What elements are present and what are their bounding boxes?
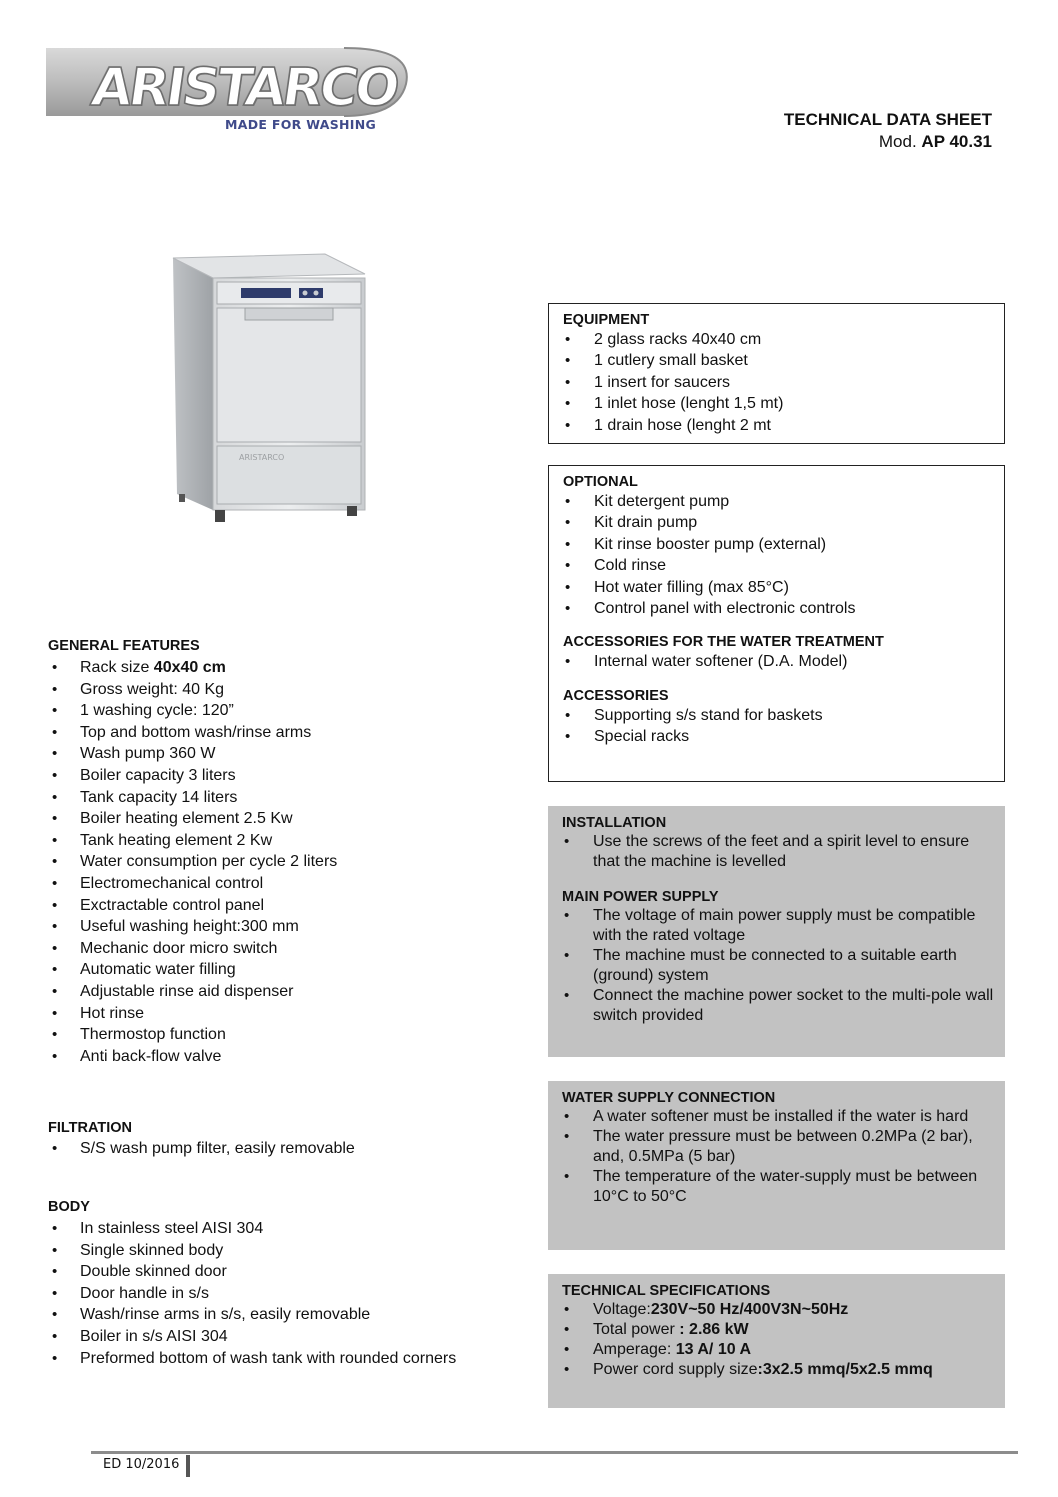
list-item: • Boiler heating element 2.5 Kw [48, 808, 488, 830]
total-power-value: : 2.86 kW [679, 1321, 749, 1338]
list-item: • Single skinned body [48, 1240, 488, 1262]
list-item: • Gross weight: 40 Kg [48, 679, 488, 701]
list-item: • In stainless steel AISI 304 [48, 1218, 488, 1240]
power-supply-title: MAIN POWER SUPPLY [562, 889, 719, 905]
logo-wordmark: ARISTARCO [87, 58, 401, 118]
accessories-list [563, 705, 994, 748]
tech-specs-box [548, 1274, 1005, 1408]
list-item: • The voltage of main power supply must be compatible with the rated voltage [562, 906, 994, 946]
water-treatment-list [563, 651, 994, 672]
list-item: • Hot water filling (max 85°C) [563, 577, 994, 598]
power-cord-label: Power cord supply size [593, 1361, 758, 1378]
list-item: • 1 cutlery small basket [563, 350, 994, 371]
installation-list [562, 832, 994, 872]
list-item [562, 1360, 994, 1380]
product-image [165, 248, 375, 530]
list-item: • Tank capacity 14 liters [48, 787, 488, 809]
footer-bar [186, 1455, 190, 1477]
list-item: • Hot rinse [48, 1003, 488, 1025]
footer-rule [91, 1451, 1018, 1454]
tech-specs-list [562, 1300, 994, 1380]
list-item: • Useful washing height:300 mm [48, 916, 488, 938]
water-supply-title: WATER SUPPLY CONNECTION [562, 1090, 776, 1106]
list-item: • 1 insert for saucers [563, 372, 994, 393]
list-item: • Connect the machine power socket to the multi-pole wall switch provided [562, 986, 994, 1026]
list-item: • Internal water softener (D.A. Model) [563, 651, 994, 672]
body-title: BODY [48, 1199, 90, 1215]
list-item: • Kit rinse booster pump (external) [563, 534, 994, 555]
list-item: • Anti back-flow valve [48, 1046, 488, 1068]
list-item: • Electromechanical control [48, 873, 488, 895]
list-item [48, 657, 488, 679]
list-item: • Adjustable rinse aid dispenser [48, 981, 488, 1003]
list-item: • Wash/rinse arms in s/s, easily removable [48, 1304, 488, 1326]
list-item: • Mechanic door micro switch [48, 938, 488, 960]
optional-title: OPTIONAL [563, 474, 638, 490]
list-item: • Thermostop function [48, 1024, 488, 1046]
water-supply-box [548, 1081, 1005, 1250]
list-item: • Top and bottom wash/rinse arms [48, 722, 488, 744]
list-item [562, 1340, 994, 1360]
list-item: • Kit detergent pump [563, 491, 994, 512]
total-power-label: Total power [593, 1321, 680, 1338]
list-item: • The water pressure must be between 0.2MPa (2 bar), and, 0.5MPa (5 bar) [562, 1127, 994, 1167]
equipment-list [563, 329, 994, 436]
optional-list [563, 491, 994, 619]
model-code: AP 40.31 [921, 132, 992, 151]
installation-box [548, 806, 1005, 1057]
logo-tagline: MADE FOR WASHING [225, 117, 377, 132]
list-item: • Control panel with electronic controls [563, 598, 994, 619]
general-features-title: GENERAL FEATURES [48, 638, 200, 654]
list-item: • Door handle in s/s [48, 1283, 488, 1305]
voltage-label: Voltage: [593, 1301, 651, 1318]
panel-brand: ARISTARCO [239, 453, 285, 462]
list-item: • 1 washing cycle: 120” [48, 700, 488, 722]
list-item: • Supporting s/s stand for baskets [563, 705, 994, 726]
accessories-title: ACCESSORIES [563, 687, 669, 704]
brand-logo [44, 44, 414, 140]
list-item: • 2 glass racks 40x40 cm [563, 329, 994, 350]
filtration-list [48, 1138, 488, 1160]
list-item: • 1 drain hose (lenght 2 mt [563, 415, 994, 436]
optional-box [548, 465, 1005, 782]
list-item: • Boiler capacity 3 liters [48, 765, 488, 787]
list-item: • Cold rinse [563, 555, 994, 576]
model-line [879, 132, 992, 152]
list-item: • The machine must be connected to a suitable earth (ground) system [562, 946, 994, 986]
list-item [562, 1300, 994, 1320]
water-supply-list [562, 1107, 994, 1207]
rack-size-value: 40x40 cm [153, 659, 226, 676]
list-item: • Wash pump 360 W [48, 743, 488, 765]
dishwasher-icon [165, 248, 375, 530]
power-cord-value: :3x2.5 mmq/5x2.5 mmq [757, 1361, 933, 1378]
list-item [562, 1320, 994, 1340]
list-item: • The temperature of the water-supply must be between 10°C to 50°C [562, 1167, 994, 1207]
body-section [48, 1199, 488, 1369]
equipment-title: EQUIPMENT [563, 312, 650, 328]
power-supply-list [562, 906, 994, 1026]
filtration-section [48, 1120, 488, 1160]
rack-size-label: Rack size [80, 659, 154, 676]
model-prefix: Mod. [878, 132, 917, 151]
list-item: • A water softener must be installed if the water is hard [562, 1107, 994, 1127]
general-features-list [48, 657, 488, 1067]
list-item: • Preformed bottom of wash tank with rounded corners [48, 1348, 488, 1370]
list-item: • 1 inlet hose (lenght 1,5 mt) [563, 393, 994, 414]
voltage-value: 230V~50 Hz/400V3N~50Hz [650, 1301, 849, 1318]
list-item: • Double skinned door [48, 1261, 488, 1283]
amperage-label: Amperage: [593, 1341, 676, 1358]
document-title: TECHNICAL DATA SHEET [783, 110, 992, 129]
equipment-box [548, 303, 1005, 444]
installation-title: INSTALLATION [562, 815, 667, 831]
tech-specs-title: TECHNICAL SPECIFICATIONS [562, 1283, 771, 1299]
list-item: • Use the screws of the feet and a spirit level to ensure that the machine is levelled [562, 832, 994, 872]
list-item: • Automatic water filling [48, 959, 488, 981]
list-item: • Water consumption per cycle 2 liters [48, 851, 488, 873]
edition-label: ED 10/2016 [103, 1457, 180, 1472]
list-item: • Boiler in s/s AISI 304 [48, 1326, 488, 1348]
list-item: • Special racks [563, 726, 994, 747]
list-item: • Exctractable control panel [48, 895, 488, 917]
amperage-value: 13 A/ 10 A [675, 1341, 752, 1358]
filtration-title: FILTRATION [48, 1120, 133, 1136]
general-features-section [48, 638, 488, 1067]
body-list [48, 1218, 488, 1369]
list-item: • Tank heating element 2 Kw [48, 830, 488, 852]
list-item: • S/S wash pump filter, easily removable [48, 1138, 488, 1160]
water-treatment-title: ACCESSORIES FOR THE WATER TREATMENT [563, 634, 884, 651]
list-item: • Kit drain pump [563, 512, 994, 533]
